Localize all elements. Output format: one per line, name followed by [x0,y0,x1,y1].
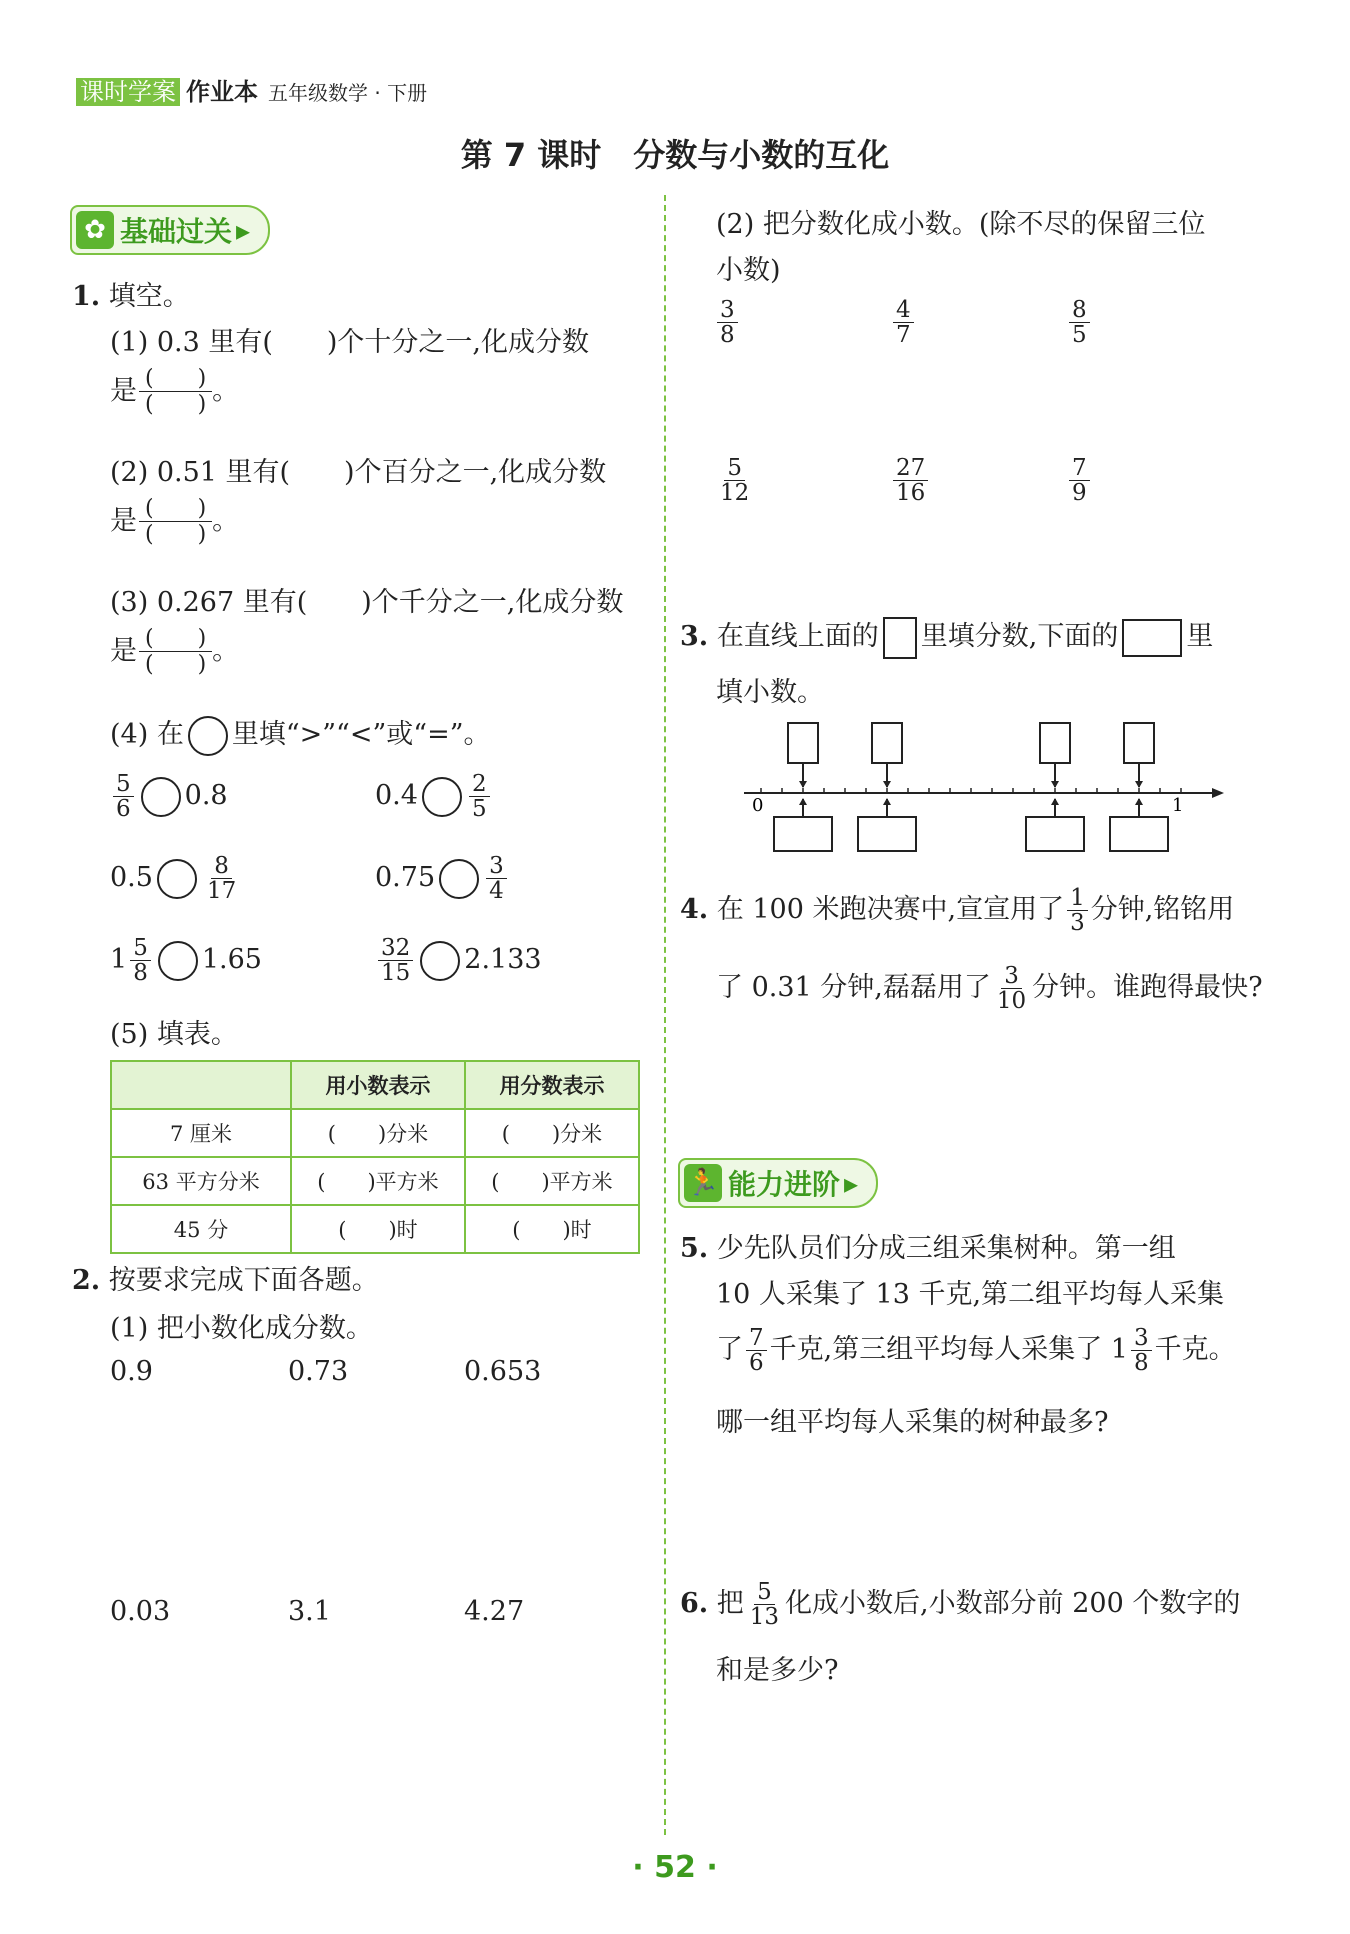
q3-line2: 填小数。 [716,677,824,708]
blank-fraction[interactable]: ( ) ( ) [139,496,212,548]
q6-line1: 6. 把 $\frac{5}{13}$ 化成小数后,小数部分前 200 个数字的 [680,1579,1241,1631]
decimal-box[interactable] [774,817,832,851]
decimal-item: 0.73 [288,1356,349,1387]
page-number: · 52 · [632,1850,718,1885]
q1-part1: (1) 0.3 里有( )个十分之一,化成分数 [110,327,589,358]
gear-icon: ✿ [76,211,114,249]
fraction-box[interactable] [1040,723,1070,763]
q5-line2: 10 人采集了 13 千克,第二组平均每人采集 [716,1279,1225,1310]
q5-line1: 5. 少先队员们分成三组采集树种。第一组 [680,1233,1176,1264]
brand-green: 课时学案 [76,78,180,106]
q5-line3: 了 $\frac{7}{6}$ 千克,第三组平均每人采集了 1 $\frac{3}{8}$ 千克。 [716,1325,1236,1377]
q1-title: 填空。 [108,281,190,312]
compare-circle[interactable] [158,941,198,981]
decimal-item: 3.1 [288,1596,331,1627]
table-header: 用小数表示 [291,1061,465,1109]
table-row: 45 分 ( )时 ( )时 [111,1205,639,1253]
compare-circle[interactable] [439,859,479,899]
fraction-item: $\frac{4}{7}$ [890,298,917,347]
q3-line1: 3. 在直线上面的 里填分数,下面的 里 [680,614,1213,659]
q1-part5: (5) 填表。 [110,1019,238,1050]
label-one: 1 [1172,795,1184,816]
decimal-box[interactable] [1026,817,1084,851]
compare-f: $\frac{32}{15}$ 2.133 [375,936,542,985]
blank-fraction[interactable]: ( ) ( ) [139,626,212,678]
compare-circle[interactable] [141,777,181,817]
q1-part2-answer: 是 ( ) ( ) 。 [110,496,240,548]
q2-heading: 2. 按要求完成下面各题。 [72,1265,379,1296]
q4-line2: 了 0.31 分钟,磊磊用了 $\frac{3}{10}$ 分钟。谁跑得最快? [716,963,1263,1015]
q1-number: 1. [72,281,101,312]
compare-circle[interactable] [422,777,462,817]
decimal-item: 4.27 [464,1596,525,1627]
compare-b: 0.4 $\frac{2}{5}$ [375,772,493,821]
q1-heading [72,274,190,313]
runner-icon: 🏃 [684,1164,722,1202]
table-row: 63 平方分米 ( )平方米 ( )平方米 [111,1157,639,1205]
section-badge-label: 基础过关 [120,215,233,248]
decimal-item: 0.653 [464,1356,542,1387]
section-badge-basic: ✿ 基础过关 ▸ [70,205,270,255]
conversion-table [110,1060,640,1254]
decimal-item: 0.9 [110,1356,153,1387]
header-brand [76,72,427,107]
decimal-item: 0.03 [110,1596,171,1627]
decimal-box[interactable] [858,817,916,851]
column-divider [664,195,666,1835]
table-header: 用分数表示 [465,1061,639,1109]
q1-part3: (3) 0.267 里有( )个千分之一,化成分数 [110,587,624,618]
compare-e: 1 $\frac{5}{8}$ 1.65 [110,935,262,987]
q1-part4: (4) 在 里填“>”“<”或“=”。 [110,712,491,756]
answer-prefix: 是 [110,375,137,407]
q2-part2: (2) 把分数化成小数。(除不尽的保留三位 [716,209,1206,240]
fraction-box[interactable] [872,723,902,763]
number-line-diagram [740,715,1230,865]
fraction-box[interactable] [788,723,818,763]
square-box-icon [883,617,917,659]
compare-circle[interactable] [157,859,197,899]
q4-line1: 4. 在 100 米跑决赛中,宣宣用了 $\frac{1}{3}$ 分钟,铭铭用 [680,885,1235,937]
fraction-item: $\frac{5}{12}$ [720,455,750,507]
q2-part2-cont: 小数) [716,255,781,286]
rect-box-icon [1122,619,1182,657]
fraction-item: $\frac{27}{16}$ [890,456,931,505]
q1-part1-answer: 是 ( ) ( ) 。 [110,366,240,418]
label-zero: 0 [752,795,764,816]
q1-part2: (2) 0.51 里有( )个百分之一,化成分数 [110,457,607,488]
q6-line2: 和是多少? [716,1655,839,1686]
fraction-item: $\frac{3}{8}$ [714,298,741,347]
section-badge-advanced: 🏃 能力进阶 ▸ [678,1158,878,1208]
fraction-item: $\frac{7}{9}$ [1066,456,1093,505]
table-header [111,1061,291,1109]
fraction-item: $\frac{8}{5}$ [1066,298,1093,347]
q2-part1: (1) 把小数化成分数。 [110,1313,373,1344]
compare-circle-example [188,716,228,756]
q5-line4: 哪一组平均每人采集的树种最多? [716,1407,1109,1438]
book-subtitle: 五年级数学 · 下册 [268,81,428,105]
lesson-title: 第 7 课时 分数与小数的互化 [460,136,890,174]
fraction-box[interactable] [1124,723,1154,763]
blank-fraction[interactable]: ( ) ( ) [139,366,212,418]
compare-circle[interactable] [420,941,460,981]
table-row: 7 厘米 ( )分米 ( )分米 [111,1109,639,1157]
decimal-box[interactable] [1110,817,1168,851]
compare-d: 0.75 $\frac{3}{4}$ [375,854,510,903]
q1-part3-answer: 是 ( ) ( ) 。 [110,626,240,678]
compare-c: 0.5 $\frac{8}{17}$ [110,853,237,905]
brand-bold: 作业本 [186,78,258,106]
compare-a: $\frac{5}{6}$ 0.8 [110,772,228,821]
